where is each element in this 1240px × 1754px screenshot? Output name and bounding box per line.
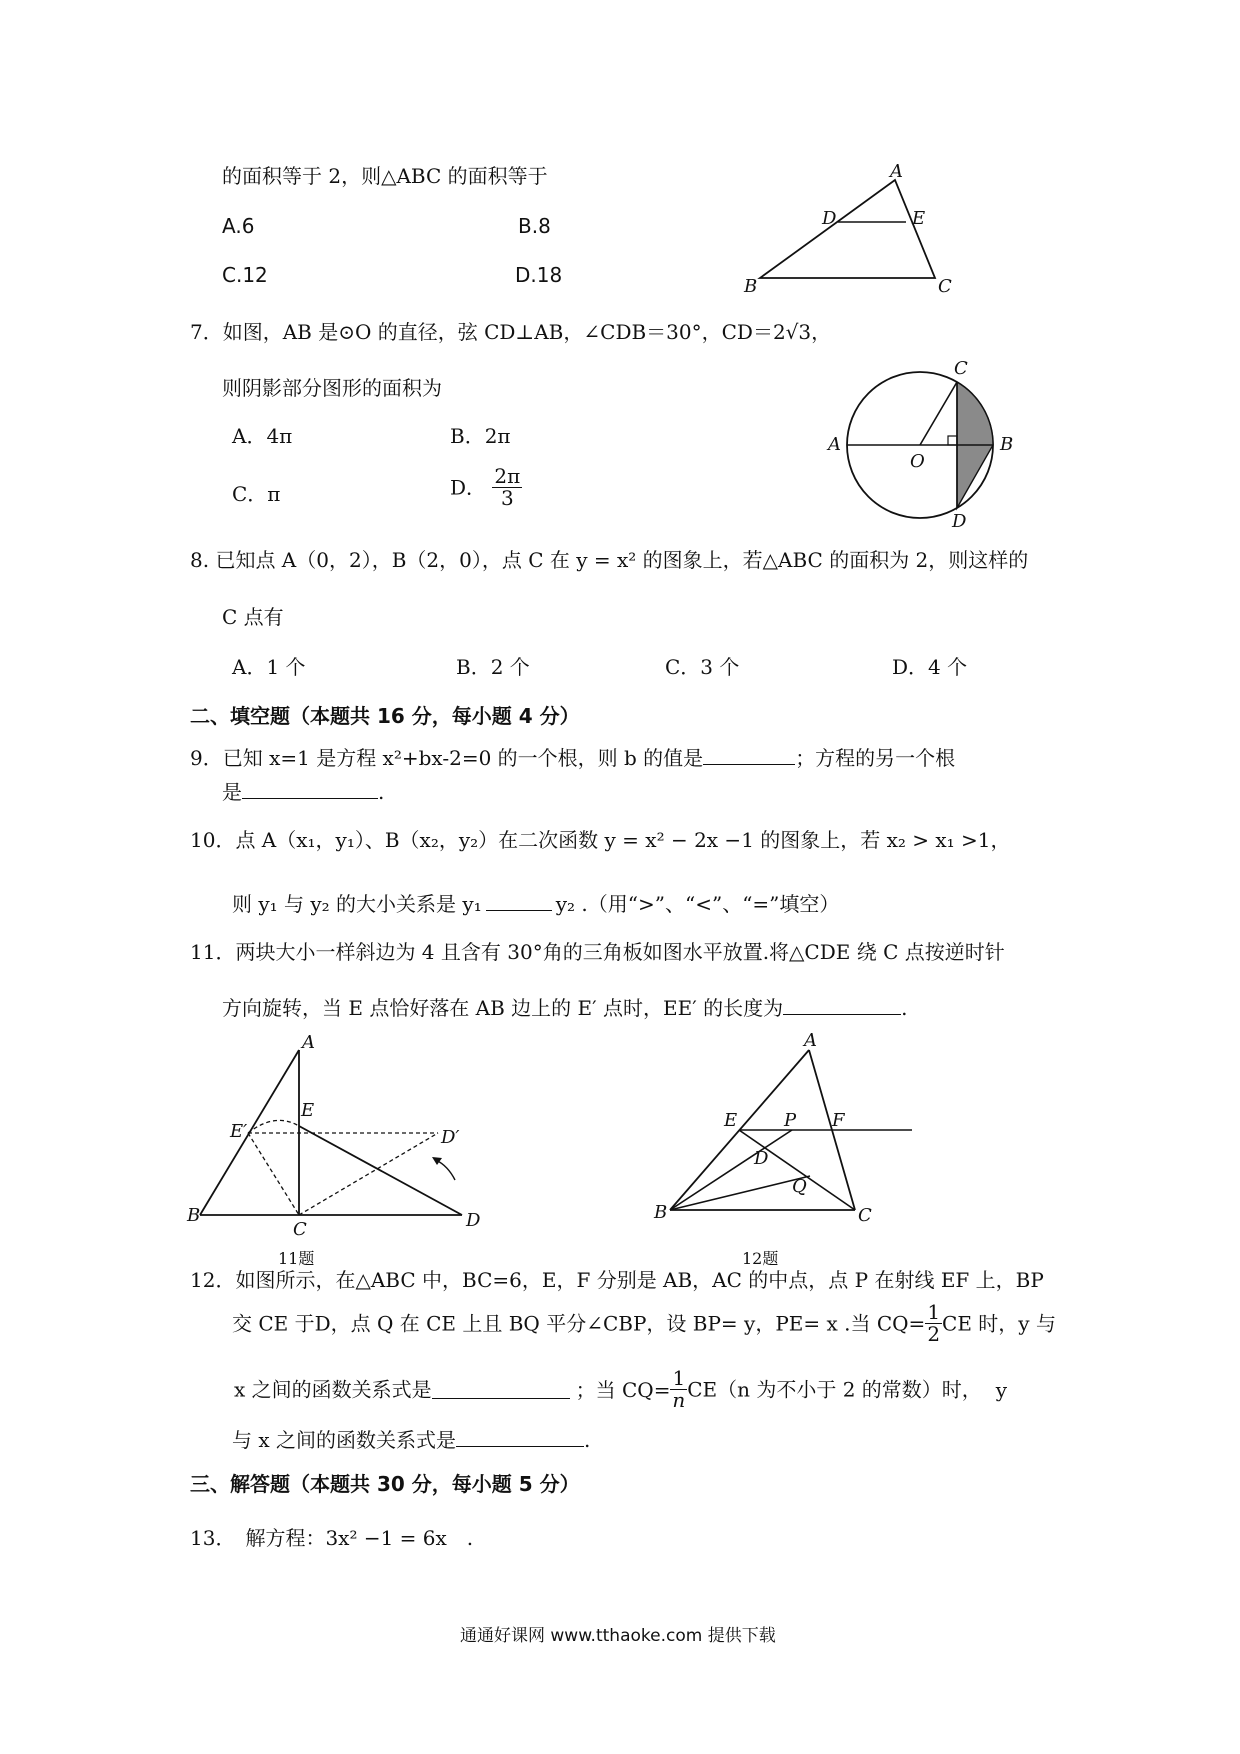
q12-label-c: C [858,1205,872,1226]
section2-heading: 二、填空题（本题共 16 分，每小题 4 分） [190,704,580,728]
q6-label-e: E [912,208,926,229]
q6-option-c: C.12 [222,263,268,287]
q10-line2-a: 则 y₁ 与 y₂ 的大小关系是 y₁ [232,892,482,916]
q6-option-b: B.8 [518,214,551,238]
q11-caption: 11题 [278,1249,315,1268]
q12-line2 [232,1302,1056,1345]
q7-option-a: A．4π [232,424,293,448]
q12-line3-d: y [995,1377,1008,1402]
q12-line2-a: 交 CE 于D，点 Q 在 CE 上且 BQ 平分∠CBP，设 BP= y，PE= x .当 CQ= [232,1311,926,1336]
q12-n-den: n [672,1388,686,1412]
q7-option-d-label: D． [450,475,487,500]
q12-line4-a: 与 x 之间的函数关系式是 [232,1428,456,1452]
q11-line2-b: . [901,996,908,1020]
q6-label-d: D [822,208,837,229]
q7-option-d [450,466,522,509]
q8-option-b: B．2 个 [456,655,530,679]
q12-line1: 12．如图所示，在△ABC 中，BC=6，E，F 分别是 AB，AC 的中点，点 P 在射线 EF 上，BP [190,1268,1044,1292]
q7-frac-num: 2π [494,464,521,488]
q7-frac-den: 3 [500,486,514,510]
q9-line1 [190,746,955,768]
q12-label-e: E [724,1110,738,1131]
q7-stem: 7．如图，AB 是⊙O 的直径，弦 CD⊥AB，∠CDB＝30°，CD＝2√3， [190,320,832,344]
q10-line1: 10．点 A（x₁，y₁）、B（x₂，y₂）在二次函数 y = x² − 2x −1 的图象上，若 x₂ > x₁ >1， [190,828,1011,852]
q11-label-d-prime: D′ [441,1127,460,1148]
q9-line1-a: 9．已知 x=1 是方程 x²+bx-2=0 的一个根，则 b 的值是 [190,746,704,770]
q12-figure [640,1030,930,1270]
q11-line1: 11．两块大小一样斜边为 4 且含有 30°角的三角板如图水平放置.将△CDE 绕 C 点按逆时针 [190,940,1005,964]
q12-fraction-half [925,1302,942,1345]
q11-blank[interactable] [783,996,901,1015]
q9-line2-a: 是 [222,780,242,804]
q12-line2-b: CE 时，y 与 [942,1311,1056,1336]
q11-figure [180,1030,500,1270]
q7-label-o: O [910,451,925,472]
q11-label-b: B [187,1205,201,1226]
q9-line1-b: ；方程的另一个根 [795,746,956,770]
q12-line3 [234,1368,1007,1411]
q6-label-c: C [938,276,952,295]
q7-circle-figure [820,355,1020,535]
q12-label-a: A [804,1030,817,1051]
footer: 通通好课网 www.tthaoke.com 提供下载 [460,1626,776,1646]
q11-label-c: C [293,1219,307,1240]
q7-label-b: B [1000,434,1014,455]
q11-line2 [222,996,907,1018]
q12-n-num: 1 [672,1366,686,1390]
q8-option-d: D．4 个 [892,655,968,679]
q7-option-b: B．2π [450,424,511,448]
q12-fraction-n [670,1368,687,1411]
q12-line4 [232,1428,590,1450]
q9-blank-b[interactable] [703,746,795,765]
q9-blank-root[interactable] [242,780,378,799]
q12-line3-b: ；当 CQ= [575,1377,671,1402]
q7-label-c: C [954,358,968,379]
q10-blank[interactable] [486,892,552,911]
q7-option-d-fraction [492,466,522,509]
q12-caption: 12题 [742,1249,779,1268]
q8-option-a: A．1 个 [232,655,306,679]
q10-line2 [232,892,839,914]
q12-half-den: 2 [927,1322,941,1346]
q8-stem: 8. 已知点 A（0，2），B（2，0），点 C 在 y = x² 的图象上，若△ABC 的面积为 2，则这样的 [190,548,1029,572]
q6-label-b: B [744,276,758,295]
q13: 13． 解方程：3x² −1 = 6x . [190,1526,474,1550]
q12-line3-c: CE（n 为不小于 2 的常数）时， [687,1377,982,1402]
q7-label-d: D [952,511,967,532]
q12-half-num: 1 [927,1300,941,1324]
q12-label-f: F [832,1110,845,1131]
q8-stem2: C 点有 [222,605,284,629]
q11-label-a: A [302,1032,315,1053]
q6-option-a: A.6 [222,214,255,238]
q9-line2 [222,780,384,802]
q12-label-d: D [754,1148,769,1169]
q12-label-q: Q [792,1176,807,1197]
q9-line2-b: . [378,780,385,804]
q12-line4-b: . [584,1428,591,1452]
q12-line3-a: x 之间的函数关系式是 [234,1377,432,1402]
q6-option-d: D.18 [515,263,563,287]
q8-option-c: C．3 个 [665,655,740,679]
q11-label-d: D [466,1210,481,1231]
q12-label-b: B [654,1202,668,1223]
q6-label-a: A [890,161,903,182]
q10-line2-b: y₂ .（用“>”、“<”、“=”填空） [555,892,840,916]
q12-blank-2[interactable] [456,1428,584,1447]
q7-label-a: A [828,434,841,455]
q7-stem2: 则阴影部分图形的面积为 [222,376,442,400]
section3-heading: 三、解答题（本题共 30 分，每小题 5 分） [190,1472,580,1496]
q12-label-p: P [784,1110,797,1131]
q11-label-e: E [301,1100,315,1121]
q6-tail: 的面积等于 2，则△ABC 的面积等于 [222,164,548,188]
q11-label-e-prime: E′ [230,1121,248,1142]
q11-line2-a: 方向旋转，当 E 点恰好落在 AB 边上的 E′ 点时，EE′ 的长度为 [222,996,784,1020]
q7-option-c: C．π [232,482,281,506]
q6-triangle-figure [740,160,980,295]
q12-blank-1[interactable] [432,1380,570,1399]
